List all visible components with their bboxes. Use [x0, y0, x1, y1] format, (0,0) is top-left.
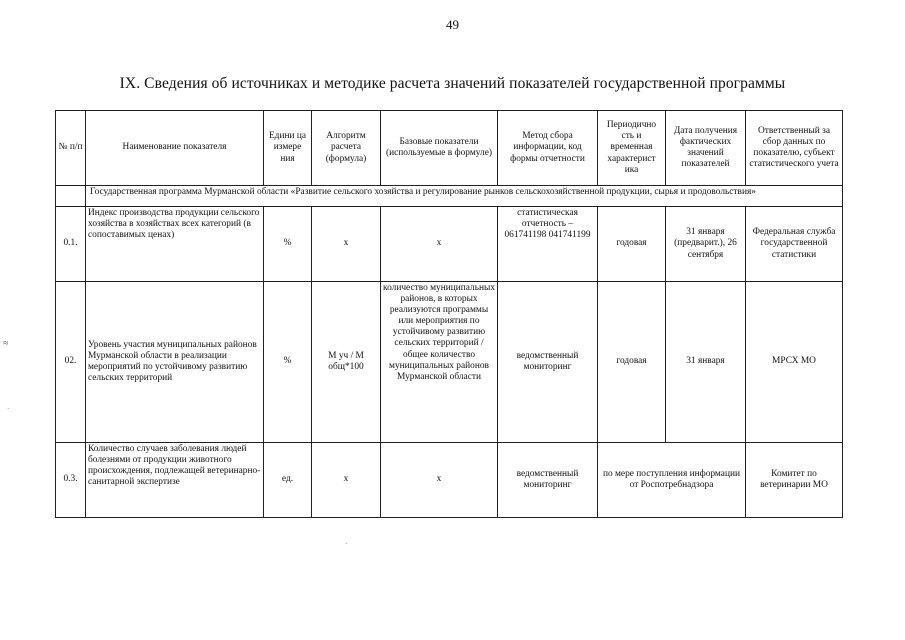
- row-algorithm: М уч / М общ*100: [312, 282, 381, 443]
- scan-artifact-dot: ·: [345, 540, 348, 548]
- row-algorithm: х: [312, 443, 381, 518]
- header-responsible: Ответственный за сбор данных по показателю, субъект статистического учета: [746, 111, 843, 186]
- document-title: IX. Сведения об источниках и методике расчета значений показателей государственной программы: [119, 75, 786, 92]
- row-date: 31 января: [666, 282, 746, 443]
- header-unit: Едини ца измере ния: [264, 111, 312, 186]
- indicators-table-wrapper: [55, 110, 842, 518]
- row-base: х: [381, 207, 498, 282]
- header-date: Дата получения фактических значений показателей: [666, 111, 746, 186]
- scan-artifact-dot: ·: [7, 405, 10, 413]
- table-row: [56, 207, 843, 282]
- row-unit: %: [264, 207, 312, 282]
- row-unit: %: [264, 282, 312, 443]
- row-method: ведомственный мониторинг: [498, 282, 598, 443]
- row-responsible: Федеральная служба государственной статистики: [746, 207, 843, 282]
- row-base: количество муниципальных районов, в которых реализуются программы или мероприятия по устойчивому развитию сельских территорий / общее количество муниципальных районов Мурманской области: [381, 282, 498, 443]
- row-algorithm: х: [312, 207, 381, 282]
- page-number: 49: [446, 17, 459, 32]
- row-date: 31 января (предварит.), 26 сентября: [666, 207, 746, 282]
- row-indicator-name: Уровень участия муниципальных районов Мурманской области в реализации мероприятий по устойчивому развитию сельских территорий: [86, 282, 264, 443]
- row-period-date: по мере поступления информации от Роспотребнадзора: [598, 443, 746, 518]
- header-collection-method: Метод сбора информации, код формы отчетности: [498, 111, 598, 186]
- row-num: 02.: [56, 282, 86, 443]
- row-period: годовая: [598, 282, 666, 443]
- header-base-indicators: Базовые показатели (используемые в формуле): [381, 111, 498, 186]
- row-num: 0.3.: [56, 443, 86, 518]
- row-indicator-name: Количество случаев заболевания людей болезнями от продукции животного происхождения, подлежащей ветеринарно-санитарной экспертизе: [86, 443, 264, 518]
- header-algorithm: Алгоритм расчета (формула): [312, 111, 381, 186]
- indicators-table: [55, 110, 843, 518]
- header-indicator-name: Наименование показателя: [86, 111, 264, 186]
- program-name: Государственная программа Мурманской области «Развитие сельского хозяйства и регулирование рынков сельскохозяйственной продукции, сырья и продовольствия»: [86, 186, 843, 207]
- table-row: [56, 282, 843, 443]
- row-method: ведомственный мониторинг: [498, 443, 598, 518]
- program-row: [56, 186, 843, 207]
- header-periodicity: Периодично сть и временная характерист ика: [598, 111, 666, 186]
- row-unit: ед.: [264, 443, 312, 518]
- table-row: [56, 443, 843, 518]
- header-num: № п/п: [56, 111, 86, 186]
- row-period: годовая: [598, 207, 666, 282]
- row-method: статистическая отчетность – 061741198 041741199: [498, 207, 598, 282]
- table-header-row: [56, 111, 843, 186]
- row-responsible: МРСХ МО: [746, 282, 843, 443]
- row-base: х: [381, 443, 498, 518]
- row-responsible: Комитет по ветеринарии МО: [746, 443, 843, 518]
- scan-artifact-mark: ≈: [3, 338, 9, 349]
- row-num: 0.1.: [56, 207, 86, 282]
- row-indicator-name: Индекс производства продукции сельского хозяйства в хозяйствах всех категорий (в сопоставимых ценах): [86, 207, 264, 282]
